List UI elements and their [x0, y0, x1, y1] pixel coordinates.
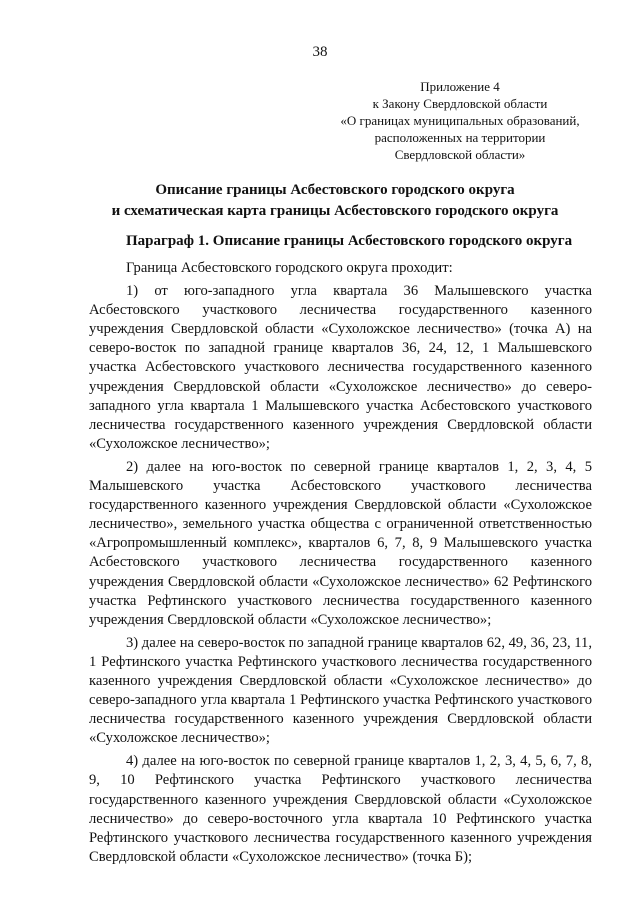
page-number: 38 — [312, 44, 328, 60]
appendix-line: к Закону Свердловской области — [372, 96, 548, 111]
document-title — [90, 180, 580, 222]
appendix-line: расположенных на территории — [374, 130, 546, 145]
boundary-item-2: 2) далее на юго-восток по северной границе кварталов 1, 2, 3, 4, 5 Малышевского участка Асбестовского участкового лесничества государственного казенного учреждения Свердловской области «Сухоложское лесничество», земельного участка общества с ограниченной ответственностью «Агропромышленный комплекс», кварталов 6, 7, 8, 9 Малышевского участка Асбестовского участкового лесничества государственного казенного учреждения Свердловской области «Сухоложское лесничество» 62 Рефтинского участка Рефтинского участкового лесничества государственного казенного учреждения Свердловской области «Сухоложское лесничество»; — [89, 458, 592, 628]
title-line: Описание границы Асбестовского городского округа — [155, 182, 515, 198]
appendix-line: Приложение 4 — [420, 79, 500, 94]
intro-text: Граница Асбестовского городского округа проходит: — [126, 260, 453, 276]
boundary-item-4: 4) далее на юго-восток по северной границе кварталов 1, 2, 3, 4, 5, 6, 7, 8, 9, 10 Рефтинского участка Рефтинского участкового лесничества государственного казенного учреждения Свердловской области «Сухоложское лесничество» до северо-восточного угла квартала 10 Рефтинского участка Рефтинского участкового лесничества государственного казенного учреждения Свердловской области «Сухоложское лесничество» (точка Б); — [89, 753, 592, 865]
boundary-description — [89, 259, 592, 871]
paragraph-heading: Параграф 1. Описание границы Асбестовского городского округа — [126, 233, 573, 249]
boundary-item-1: 1) от юго-западного угла квартала 36 Малышевского участка Асбестовского участкового лесничества государственного казенного учреждения Свердловской области «Сухоложское лесничество» (точка А) на северо-восток по западной границе кварталов 36, 24, 12, 1 Малышевского участка Асбестовского участкового лесничества государственного казенного учреждения Свердловской области «Сухоложское лесничество» до северо-западного угла квартала 1 Малышевского участка Асбестовского участкового лесничества государственного казенного учреждения Свердловской области «Сухоложское лесничество»; — [89, 283, 592, 452]
boundary-item-3: 3) далее на северо-восток по западной границе кварталов 62, 49, 36, 23, 11, 1 Рефтинского участка Рефтинского участкового лесничества государственного казенного учреждения Свердловской области «Сухоложское лесничество» до северо-западного угла квартала 1 Рефтинского участка Рефтинского участкового лесничества государственного казенного учреждения Свердловской области «Сухоложское лесничество»; — [89, 634, 592, 747]
appendix-line: «О границах муниципальных образований, — [340, 113, 580, 128]
appendix-line: Свердловской области» — [394, 147, 526, 162]
appendix-reference — [330, 78, 590, 163]
title-line: и схематическая карта границы Асбестовского городского округа — [111, 203, 559, 219]
